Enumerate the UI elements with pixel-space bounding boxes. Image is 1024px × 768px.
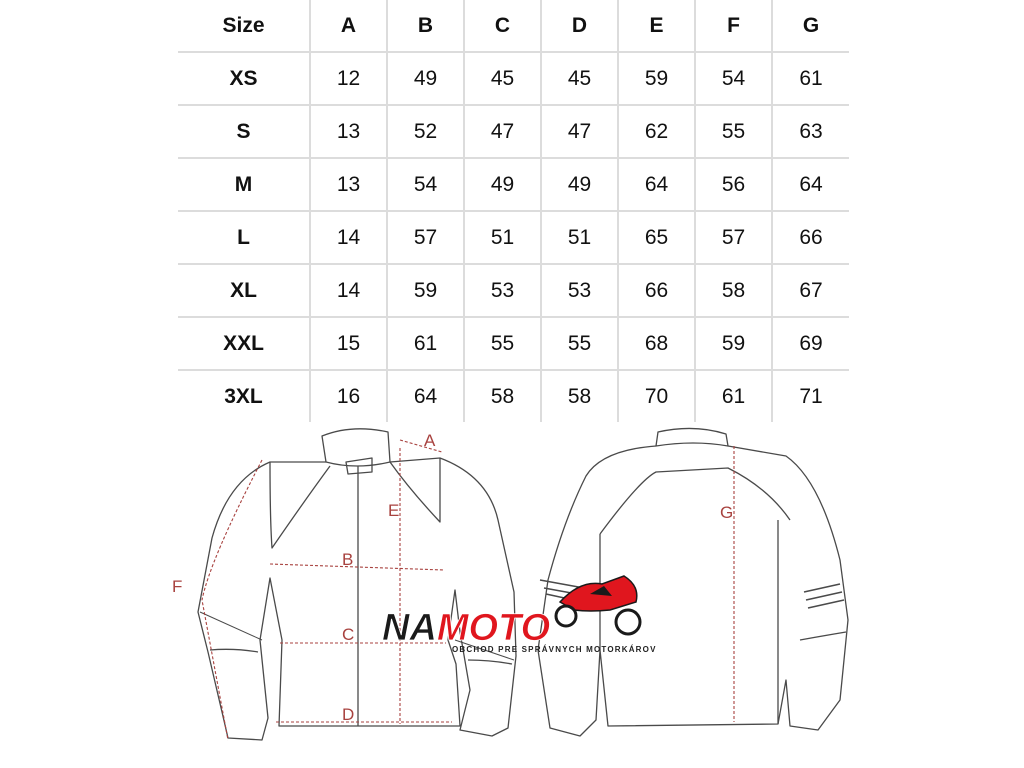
table-cell: 47 bbox=[541, 105, 618, 158]
logo-text-na: NA bbox=[382, 607, 437, 649]
label-f: F bbox=[172, 577, 183, 596]
table-cell: 61 bbox=[695, 370, 772, 422]
table-cell: 57 bbox=[387, 211, 464, 264]
table-cell: 14 bbox=[310, 211, 387, 264]
table-cell: 64 bbox=[772, 158, 849, 211]
measure-line-b bbox=[270, 564, 444, 570]
table-cell: 66 bbox=[618, 264, 695, 317]
right-sleeve-stripes bbox=[804, 584, 844, 608]
table-cell: 49 bbox=[464, 158, 541, 211]
table-cell: 13 bbox=[310, 158, 387, 211]
table-cell: 51 bbox=[464, 211, 541, 264]
table-cell: 56 bbox=[695, 158, 772, 211]
size-cell: L bbox=[178, 211, 310, 264]
table-cell: 67 bbox=[772, 264, 849, 317]
back-collar bbox=[656, 428, 728, 446]
table-cell: 61 bbox=[772, 52, 849, 105]
label-e: E bbox=[388, 501, 400, 520]
front-measure-lines bbox=[202, 440, 452, 740]
label-d: D bbox=[342, 705, 355, 724]
table-cell: 13 bbox=[310, 105, 387, 158]
table-cell: 61 bbox=[387, 317, 464, 370]
table-cell: 70 bbox=[618, 370, 695, 422]
size-cell: 3XL bbox=[224, 384, 263, 408]
table-cell: 15 bbox=[310, 317, 387, 370]
table-cell: 49 bbox=[387, 52, 464, 105]
logo-wordmark bbox=[382, 607, 550, 649]
header-c: C bbox=[464, 0, 541, 52]
table-cell: 16 bbox=[310, 370, 387, 422]
table-cell: 63 bbox=[772, 105, 849, 158]
table-cell: 64 bbox=[618, 158, 695, 211]
back-yoke-seam bbox=[600, 468, 790, 534]
namoto-logo bbox=[382, 576, 657, 654]
label-g: G bbox=[720, 503, 734, 522]
logo-tagline: OBCHOD PRE SPRÁVNYCH MOTORKÁROV bbox=[452, 645, 657, 654]
table-cell: 53 bbox=[464, 264, 541, 317]
table-row bbox=[178, 211, 849, 264]
table-cell: 58 bbox=[695, 264, 772, 317]
table-cell: 68 bbox=[618, 317, 695, 370]
table-cell: 57 bbox=[695, 211, 772, 264]
table-row bbox=[178, 264, 849, 317]
size-cell: XS bbox=[178, 52, 310, 105]
table-cell: 14 bbox=[310, 264, 387, 317]
front-body-outline bbox=[198, 458, 516, 740]
logo-text-moto: MOTO bbox=[436, 607, 551, 649]
left-raglan-seam bbox=[270, 462, 330, 548]
table-cell: 54 bbox=[387, 158, 464, 211]
table-cell: 55 bbox=[695, 105, 772, 158]
table-cell: 59 bbox=[695, 317, 772, 370]
back-side-seams bbox=[600, 520, 778, 724]
measure-line-a bbox=[400, 440, 442, 452]
table-cell: 59 bbox=[618, 52, 695, 105]
table-row bbox=[178, 52, 849, 105]
table-cell: 59 bbox=[387, 264, 464, 317]
header-d: D bbox=[541, 0, 618, 52]
measure-line-f bbox=[202, 460, 262, 740]
table-cell: 54 bbox=[695, 52, 772, 105]
table-row bbox=[178, 370, 849, 422]
label-c: C bbox=[342, 625, 355, 644]
table-cell: 65 bbox=[618, 211, 695, 264]
table-cell: 62 bbox=[618, 105, 695, 158]
table-cell: 71 bbox=[772, 370, 849, 422]
table-cell: 69 bbox=[772, 317, 849, 370]
table-row bbox=[178, 158, 849, 211]
table-cell: 49 bbox=[541, 158, 618, 211]
table-cell: 55 bbox=[541, 317, 618, 370]
table-cell: 55 bbox=[464, 317, 541, 370]
header-size: Size bbox=[178, 0, 310, 52]
table-header-row bbox=[178, 0, 849, 52]
size-cell: XL bbox=[178, 264, 310, 317]
size-cell: XXL bbox=[178, 317, 310, 370]
size-cell: S bbox=[178, 105, 310, 158]
size-chart-table bbox=[178, 0, 849, 422]
table-cell: 47 bbox=[464, 105, 541, 158]
table-cell: 53 bbox=[541, 264, 618, 317]
jacket-measurement-diagram bbox=[0, 416, 1024, 768]
table-cell: 52 bbox=[387, 105, 464, 158]
table-cell: 51 bbox=[541, 211, 618, 264]
right-sleeve-panel bbox=[800, 632, 846, 640]
label-b: B bbox=[342, 550, 354, 569]
jacket-back-drawing bbox=[538, 428, 848, 736]
header-g: G bbox=[772, 0, 849, 52]
label-a: A bbox=[424, 431, 436, 450]
table-cell: 64 bbox=[387, 370, 464, 422]
header-f: F bbox=[695, 0, 772, 52]
table-cell: 45 bbox=[464, 52, 541, 105]
header-a: A bbox=[310, 0, 387, 52]
table-cell: 12 bbox=[310, 52, 387, 105]
table-cell: 58 bbox=[464, 370, 541, 422]
header-b: B bbox=[387, 0, 464, 52]
jacket-front-drawing bbox=[198, 429, 516, 740]
size-cell: M bbox=[178, 158, 310, 211]
table-cell: 58 bbox=[541, 370, 618, 422]
table-cell: 45 bbox=[541, 52, 618, 105]
header-e: E bbox=[618, 0, 695, 52]
table-cell: 66 bbox=[772, 211, 849, 264]
table-row bbox=[178, 317, 849, 370]
table-row bbox=[178, 105, 849, 158]
